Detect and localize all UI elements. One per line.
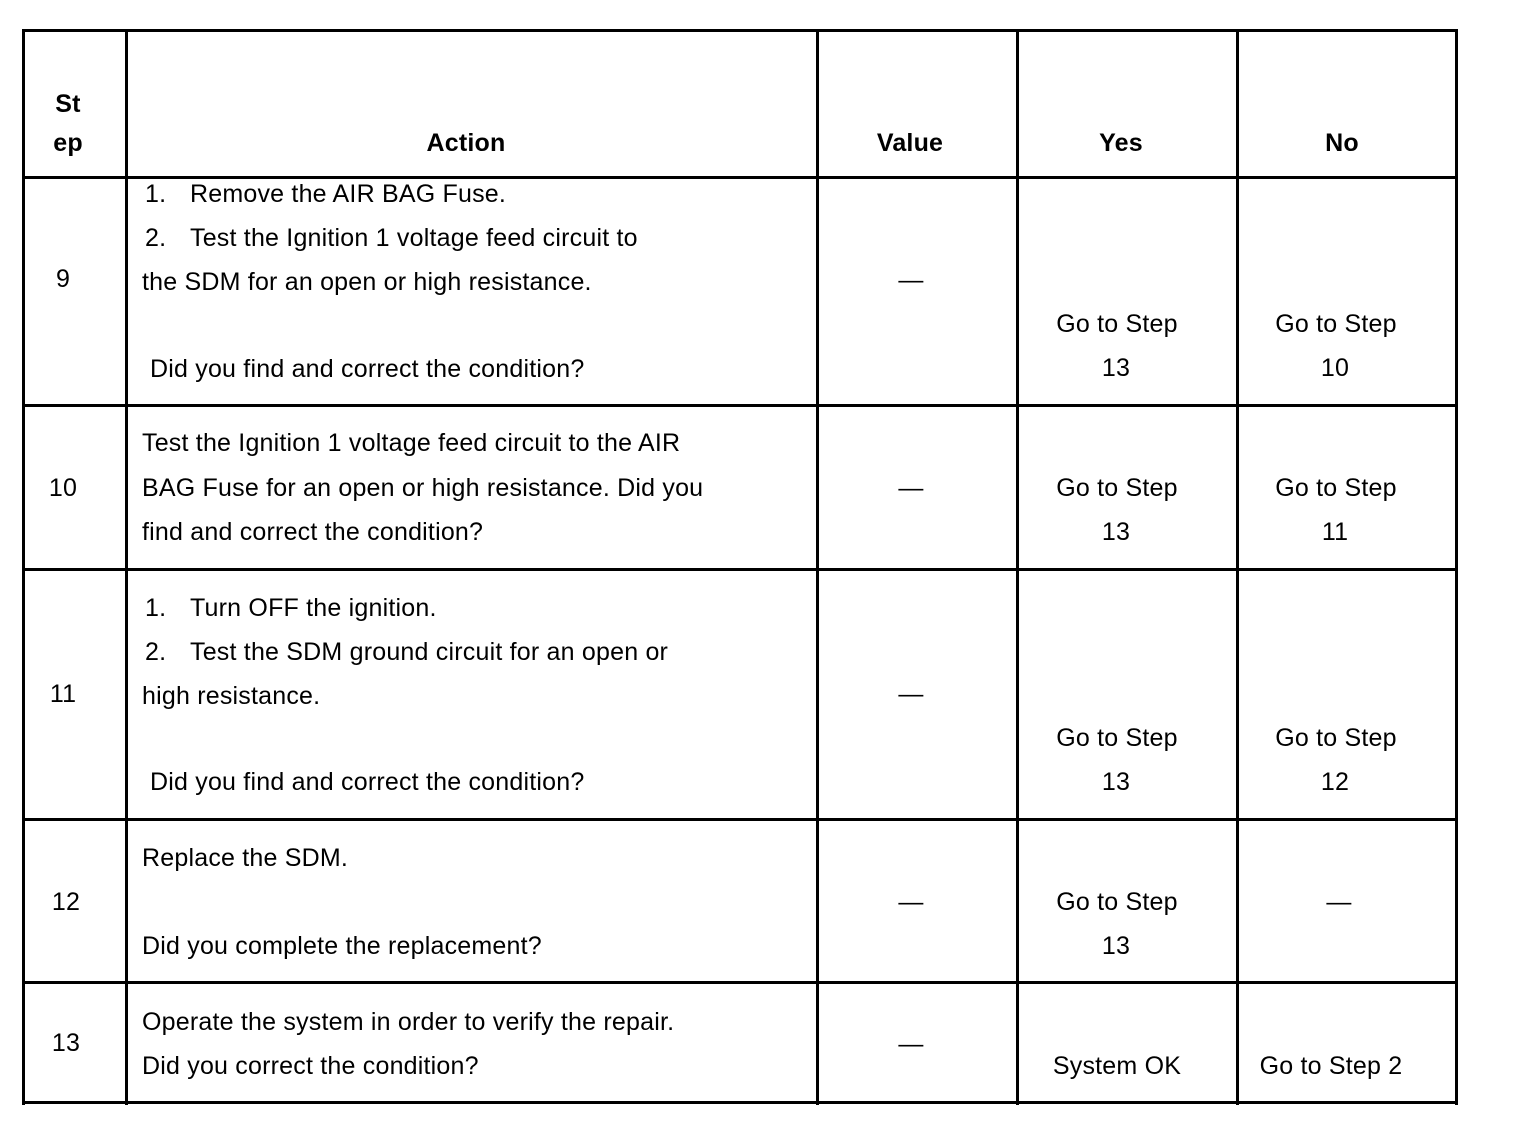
no-result: Go to Step 2 (1259, 1052, 1403, 1080)
table-border-right (1455, 29, 1458, 1105)
action-question: Did you complete the replacement? (142, 932, 542, 960)
yes-result-line2: 13 (1101, 932, 1131, 960)
header-divider (22, 176, 1458, 179)
table-border-bottom (22, 1101, 1458, 1104)
no-result-line2: 11 (1321, 518, 1349, 546)
action-text-line: BAG Fuse for an open or high resistance. Did you (142, 474, 704, 502)
row-divider (22, 981, 1458, 984)
column-divider-step-action (125, 29, 128, 1105)
header-yes: Yes (1099, 129, 1143, 157)
yes-result-line1: Go to Step (1056, 724, 1178, 752)
header-no: No (1325, 129, 1359, 157)
row-divider (22, 818, 1458, 821)
column-divider-value-yes (1016, 29, 1019, 1105)
action-question: Did you find and correct the condition? (150, 355, 585, 383)
yes-result-line2: 13 (1101, 518, 1131, 546)
no-result-dash: — (1326, 888, 1352, 916)
table-border-left (22, 29, 25, 1105)
action-text-line: find and correct the condition? (142, 518, 484, 546)
yes-result-line2: 13 (1101, 354, 1131, 382)
action-item-text: Turn OFF the ignition. (190, 594, 437, 622)
yes-result-line2: 13 (1101, 768, 1131, 796)
action-item-number: 1. (145, 180, 167, 208)
action-text-line: high resistance. (142, 682, 321, 710)
no-result-line1: Go to Step (1275, 474, 1397, 502)
column-divider-action-value (816, 29, 819, 1105)
header-value: Value (876, 129, 944, 157)
yes-result-line1: Go to Step (1056, 310, 1178, 338)
step-number: 10 (48, 474, 78, 502)
header-step-line2: ep (53, 129, 83, 157)
yes-result-line1: Go to Step (1056, 474, 1178, 502)
value-dash: — (898, 1030, 924, 1058)
value-dash: — (898, 680, 924, 708)
action-text-line: the SDM for an open or high resistance. (142, 268, 592, 296)
action-item-text: Test the SDM ground circuit for an open or (190, 638, 669, 666)
no-result-line1: Go to Step (1275, 310, 1397, 338)
column-divider-yes-no (1236, 29, 1239, 1105)
row-divider (22, 404, 1458, 407)
action-question: Did you find and correct the condition? (150, 768, 585, 796)
no-result-line1: Go to Step (1275, 724, 1397, 752)
no-result-line2: 12 (1320, 768, 1350, 796)
header-step-line1: St (55, 90, 81, 118)
action-text-line: Operate the system in order to verify the repair. (142, 1008, 675, 1036)
row-divider (22, 568, 1458, 571)
value-dash: — (898, 474, 924, 502)
action-item-number: 2. (145, 638, 167, 666)
action-item-text: Remove the AIR BAG Fuse. (190, 180, 507, 208)
yes-result: System OK (1052, 1052, 1182, 1080)
step-number: 9 (55, 265, 71, 293)
action-text-line: Did you correct the condition? (142, 1052, 479, 1080)
yes-result-line1: Go to Step (1056, 888, 1178, 916)
header-action: Action (426, 129, 506, 157)
table-border-top (22, 29, 1458, 32)
step-number: 11 (49, 680, 77, 708)
action-item-text: Test the Ignition 1 voltage feed circuit to (190, 224, 638, 252)
step-number: 13 (51, 1029, 81, 1057)
action-item-number: 1. (145, 594, 167, 622)
action-text-line: Replace the SDM. (142, 844, 349, 872)
value-dash: — (898, 266, 924, 294)
value-dash: — (898, 888, 924, 916)
action-text-line: Test the Ignition 1 voltage feed circuit to the AIR (142, 429, 681, 457)
no-result-line2: 10 (1320, 354, 1350, 382)
step-number: 12 (51, 888, 81, 916)
action-item-number: 2. (145, 224, 167, 252)
